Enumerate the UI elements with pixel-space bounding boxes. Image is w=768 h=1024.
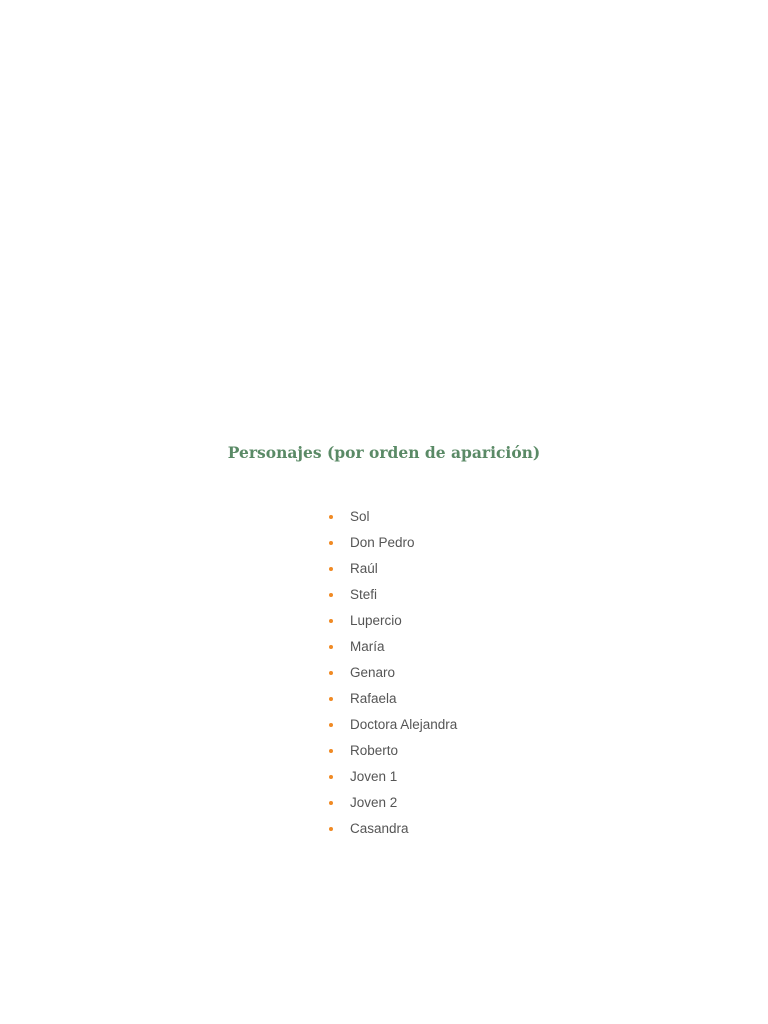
bullet-icon	[329, 827, 333, 831]
bullet-icon	[329, 775, 333, 779]
bullet-icon	[329, 515, 333, 519]
character-name: Raúl	[350, 561, 378, 576]
character-name: Doctora Alejandra	[350, 717, 458, 732]
section-heading: Personajes (por orden de aparición)	[227, 443, 541, 462]
bullet-icon	[329, 801, 333, 805]
character-name: Lupercio	[350, 613, 402, 628]
bullet-icon	[329, 671, 333, 675]
bullet-icon	[329, 619, 333, 623]
character-name: Don Pedro	[350, 535, 415, 550]
character-name: Joven 2	[350, 795, 398, 810]
bullet-icon	[329, 567, 333, 571]
bullet-icon	[329, 645, 333, 649]
character-name: Stefi	[350, 587, 378, 602]
bullet-icon	[329, 541, 333, 545]
character-name: Casandra	[350, 821, 409, 836]
character-name: Sol	[350, 509, 370, 524]
bullet-icon	[329, 593, 333, 597]
character-name: Joven 1	[350, 769, 398, 784]
bullet-icon	[329, 723, 333, 727]
character-name: Genaro	[350, 665, 396, 680]
character-name: Rafaela	[350, 691, 397, 706]
bullet-icon	[329, 697, 333, 701]
character-name: María	[350, 639, 385, 654]
character-name: Roberto	[350, 743, 399, 758]
bullet-icon	[329, 749, 333, 753]
